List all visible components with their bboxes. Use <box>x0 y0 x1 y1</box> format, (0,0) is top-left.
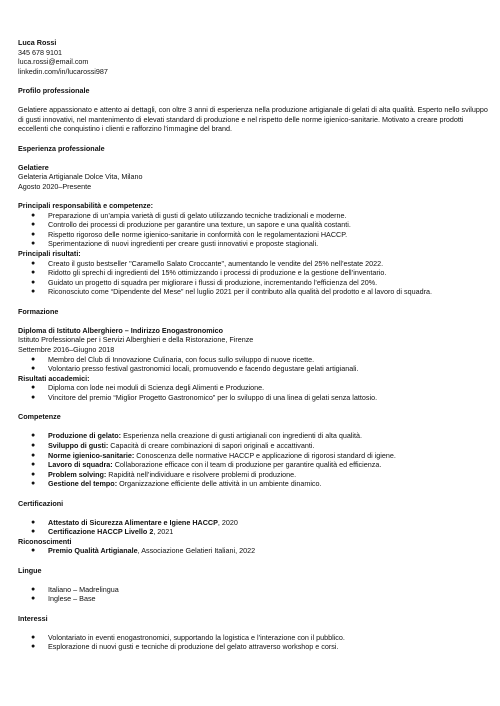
list-item: ● Creato il gusto bestseller "Caramello Salato Croccante", aumentando le vendite del 25% nell’estate 2022. <box>31 258 384 268</box>
list-item: ● Diploma con lode nei moduli di Scienza degli Alimenti e Produzione. <box>31 383 265 393</box>
linkedin-url: linkedin.com/in/lucarossi987 <box>18 66 108 76</box>
email-address: luca.rossi@email.com <box>18 57 89 67</box>
responsibilities-list <box>18 211 488 249</box>
bullet-icon: ● <box>31 269 36 277</box>
interests-heading: Interessi <box>18 613 48 623</box>
results-heading: Principali risultati: <box>18 249 81 259</box>
bullet-icon: ● <box>31 384 36 392</box>
profile-heading: Profilo professionale <box>18 85 90 95</box>
resume-document <box>18 38 488 652</box>
bullet-icon: ● <box>31 461 36 469</box>
bullet-icon: ● <box>31 518 36 526</box>
list-item: ● Ridotto gli sprechi di ingredienti del 15% ottimizzando i processi di produzione e la gestione dell’inventario. <box>31 268 387 278</box>
list-item: ● Membro del Club di Innovazione Culinaria, con focus sullo sviluppo di nuove ricette. <box>31 354 315 364</box>
list-item: ● Preparazione di un’ampia varietà di gusti di gelato utilizzando tecniche tradizionali e moderne. <box>31 210 347 220</box>
education-heading: Formazione <box>18 306 59 316</box>
bullet-icon: ● <box>31 211 36 219</box>
bullet-icon: ● <box>31 288 36 296</box>
candidate-name: Luca Rossi <box>18 38 57 47</box>
responsibilities-heading: Principali responsabilità e competenze: <box>18 201 154 211</box>
bullet-icon: ● <box>31 643 36 651</box>
awards-list <box>18 546 488 556</box>
list-item: ● Riconosciuto come “Dipendente del Mese” nel luglio 2021 per il contributo alla qualità del prodotto e al lavoro di squadra. <box>31 287 432 297</box>
list-item: ● Italiano – Madrelingua <box>31 584 119 594</box>
bullet-icon: ● <box>31 240 36 248</box>
list-item: ● Premio Qualità Artigianale, Associazione Gelatieri Italiani, 2022 <box>31 546 256 556</box>
bullet-icon: ● <box>31 547 36 555</box>
list-item: ● Inglese – Base <box>31 594 96 604</box>
skills-list <box>18 431 488 489</box>
academic-results-list <box>18 383 488 402</box>
bullet-icon: ● <box>31 432 36 440</box>
bullet-icon: ● <box>31 278 36 286</box>
languages-heading: Lingue <box>18 565 42 575</box>
languages-list <box>18 585 488 604</box>
awards-heading: Riconoscimenti <box>18 536 72 546</box>
bullet-icon: ● <box>31 480 36 488</box>
degree-title: Diploma di Istituto Alberghiero – Indirizzo Enogastronomico <box>18 325 223 335</box>
list-item: ● Volontariato in eventi enogastronomici, supportando la logistica e l’interazione con il pubblico. <box>31 632 345 642</box>
list-item: ● Norme igienico-sanitarie: Conoscenza delle normative HACCP e applicazione di rigorosi standard di igiene. <box>31 450 396 460</box>
education-dates: Settembre 2016–Giugno 2018 <box>18 345 115 354</box>
list-item: ● Produzione di gelato: Esperienza nella creazione di gusti artigianali con ingredienti di alta qualità. <box>31 431 363 441</box>
list-item: ● Vincitore del premio “Miglior Progetto Gastronomico” per lo sviluppo di una linea di gelati senza lattosio. <box>31 392 378 402</box>
list-item: ● Attestato di Sicurezza Alimentare e Igiene HACCP, 2020 <box>31 517 238 527</box>
job-title: Gelatiere <box>18 162 49 172</box>
contact-block <box>18 38 488 76</box>
bullet-icon: ● <box>31 633 36 641</box>
certifications-heading: Certificazioni <box>18 498 64 508</box>
list-item: ● Sperimentazione di nuovi ingredienti per creare gusti innovativi e proposte stagionali. <box>31 239 319 249</box>
profile-text: Gelatiere appassionato e attento ai dettagli, con oltre 3 anni di esperienza nella produzione artigianale di gelati di alta qualità. Esperto nello sviluppo di gusti innovativi, nel mantenimento di elevati standard di produzione e nel rispetto delle norme igienico-sanitarie. Motivato a creare prodotti eccellenti che conquistino i clienti e rafforzino l’immagine del brand. <box>18 105 488 134</box>
job-company: Gelateria Artigianale Dolce Vita, Milano <box>18 172 143 182</box>
results-list <box>18 259 488 297</box>
education-activities-list <box>18 355 488 374</box>
bullet-icon: ● <box>31 259 36 267</box>
list-item: ● Certificazione HACCP Livello 2, 2021 <box>31 527 174 537</box>
bullet-icon: ● <box>31 393 36 401</box>
bullet-icon: ● <box>31 221 36 229</box>
bullet-icon: ● <box>31 230 36 238</box>
certifications-list <box>18 518 488 537</box>
list-item: ● Gestione del tempo: Organizzazione efficiente delle attività in un ambiente dinamico. <box>31 479 322 489</box>
bullet-icon: ● <box>31 451 36 459</box>
list-item: ● Rispetto rigoroso delle norme igienico-sanitarie in conformità con le regolamentazioni HACCP. <box>31 229 348 239</box>
bullet-icon: ● <box>31 365 36 373</box>
phone-number: 345 678 9101 <box>18 47 62 57</box>
interests-list <box>18 633 488 652</box>
list-item: ● Controllo dei processi di produzione per garantire una texture, un sapore e una qualità costanti. <box>31 220 351 230</box>
skills-heading: Competenze <box>18 412 61 422</box>
list-item: ● Esplorazione di nuovi gusti e tecniche di produzione del gelato attraverso workshop e corsi. <box>31 642 339 652</box>
bullet-icon: ● <box>31 585 36 593</box>
academic-results-heading: Risultati accademici: <box>18 373 90 383</box>
bullet-icon: ● <box>31 441 36 449</box>
list-item: ● Problem solving: Rapidità nell’individuare e risolvere problemi di produzione. <box>31 469 297 479</box>
list-item: ● Volontario presso festival gastronomici locali, promuovendo e facendo degustare gelati artigianali. <box>31 364 359 374</box>
job-dates: Agosto 2020–Presente <box>18 181 92 191</box>
list-item: ● Lavoro di squadra: Collaborazione efficace con il team di produzione per garantire qualità ed efficienza. <box>31 460 382 470</box>
bullet-icon: ● <box>31 528 36 536</box>
list-item: ● Sviluppo di gusti: Capacità di creare combinazioni di sapori originali e accattivanti. <box>31 440 315 450</box>
bullet-icon: ● <box>31 595 36 603</box>
bullet-icon: ● <box>31 470 36 478</box>
experience-heading: Esperienza professionale <box>18 143 105 153</box>
school-name: Istituto Professionale per i Servizi Alberghieri e della Ristorazione, Firenze <box>18 335 254 345</box>
bullet-icon: ● <box>31 355 36 363</box>
list-item: ● Guidato un progetto di squadra per migliorare i flussi di produzione, incrementando l’efficienza del 20%. <box>31 277 378 287</box>
